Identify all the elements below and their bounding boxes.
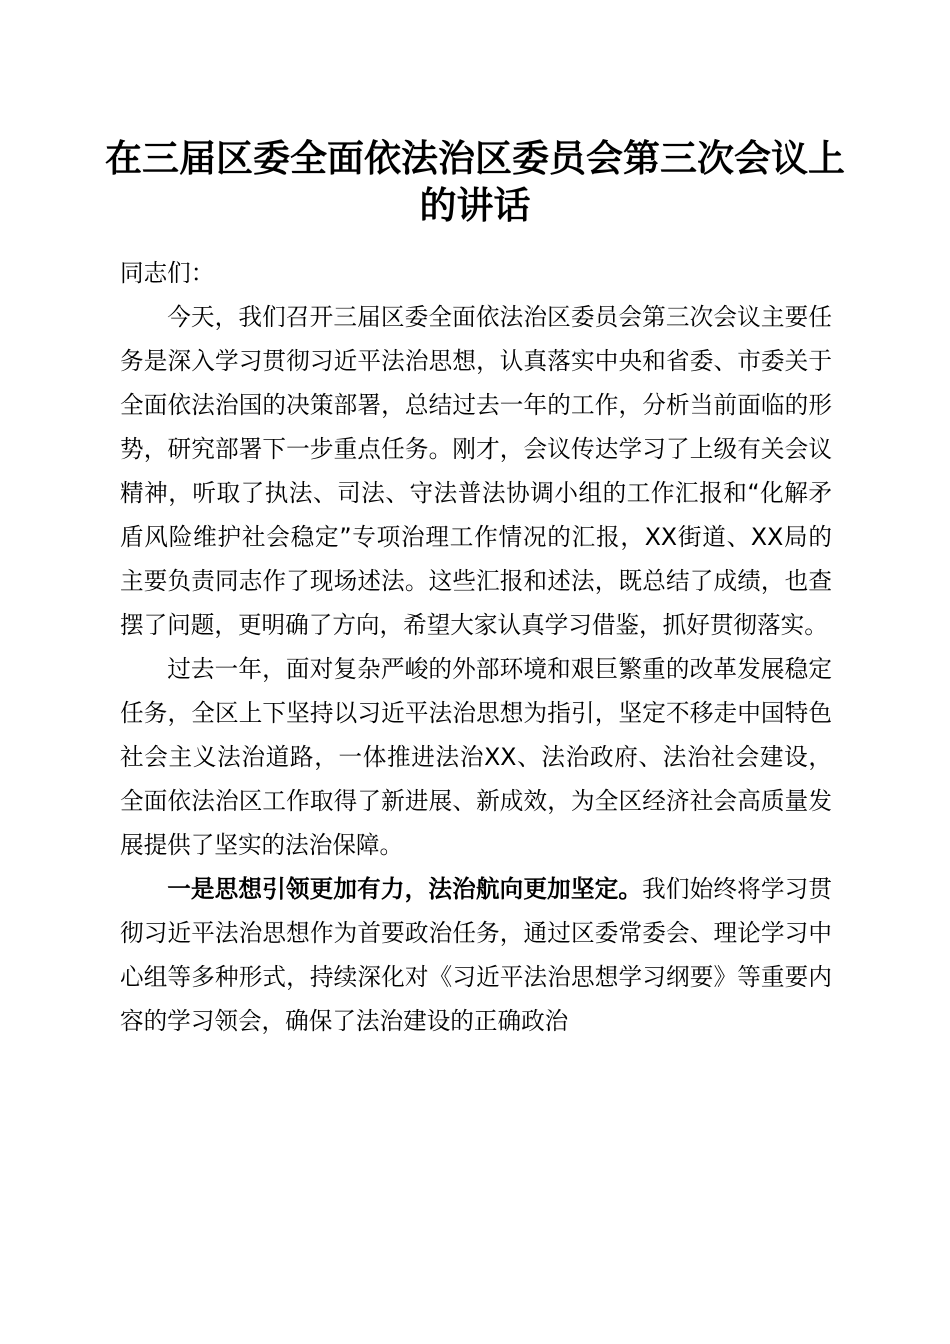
paragraph-review	[120, 647, 832, 867]
title-line-1: 在三届区委全面依法治区委员会第三次会议上	[105, 136, 845, 180]
paragraph-opening	[120, 295, 832, 647]
paragraph-text: 我们始终将学习贯彻习近平法治思想作为首要政治任务，通过区委常委会、理论学习中心组等多种形式，持续深化对《习近平法治思想学习纲要》等重要内容的学习领会，确保了法治建设的正确政治	[120, 875, 833, 1035]
title-line-2: 的讲话	[419, 183, 531, 227]
salutation: 同志们：	[120, 259, 215, 287]
paragraph-text: 今天，我们召开三届区委全面依法治区委员会第三次会议主要任务是深入学习贯彻习近平法治思想，认真落实中央和省委、市委关于全面依法治国的决策部署，总结过去一年的工作，分析当前面临的形势，研究部署下一步重点任务。刚才，会议传达学习了上级有关会议精神，听取了执法、司法、守法普法协调小组的工作汇报和“化解矛盾风险维护社会稳定”专项治理工作情况的汇报，XX街道、XX局的主要负责同志作了现场述法。这些汇报和述法，既总结了成绩，也查摆了问题，更明确了方向，希望大家认真学习借鉴，抓好贯彻落实。	[120, 303, 832, 639]
document-body	[120, 251, 832, 1043]
paragraph-lead-heading: 一是思想引领更加有力，法治航向更加坚定。	[167, 875, 643, 903]
paragraph-point-one	[120, 867, 832, 1043]
page-title	[100, 135, 850, 229]
paragraph-text: 过去一年，面对复杂严峻的外部环境和艰巨繁重的改革发展稳定任务，全区上下坚持以习近平法治思想为指引，坚定不移走中国特色社会主义法治道路，一体推进法治XX、法治政府、法治社会建设，全面依法治区工作取得了新进展、新成效，为全区经济社会高质量发展提供了坚实的法治保障。	[120, 655, 832, 859]
